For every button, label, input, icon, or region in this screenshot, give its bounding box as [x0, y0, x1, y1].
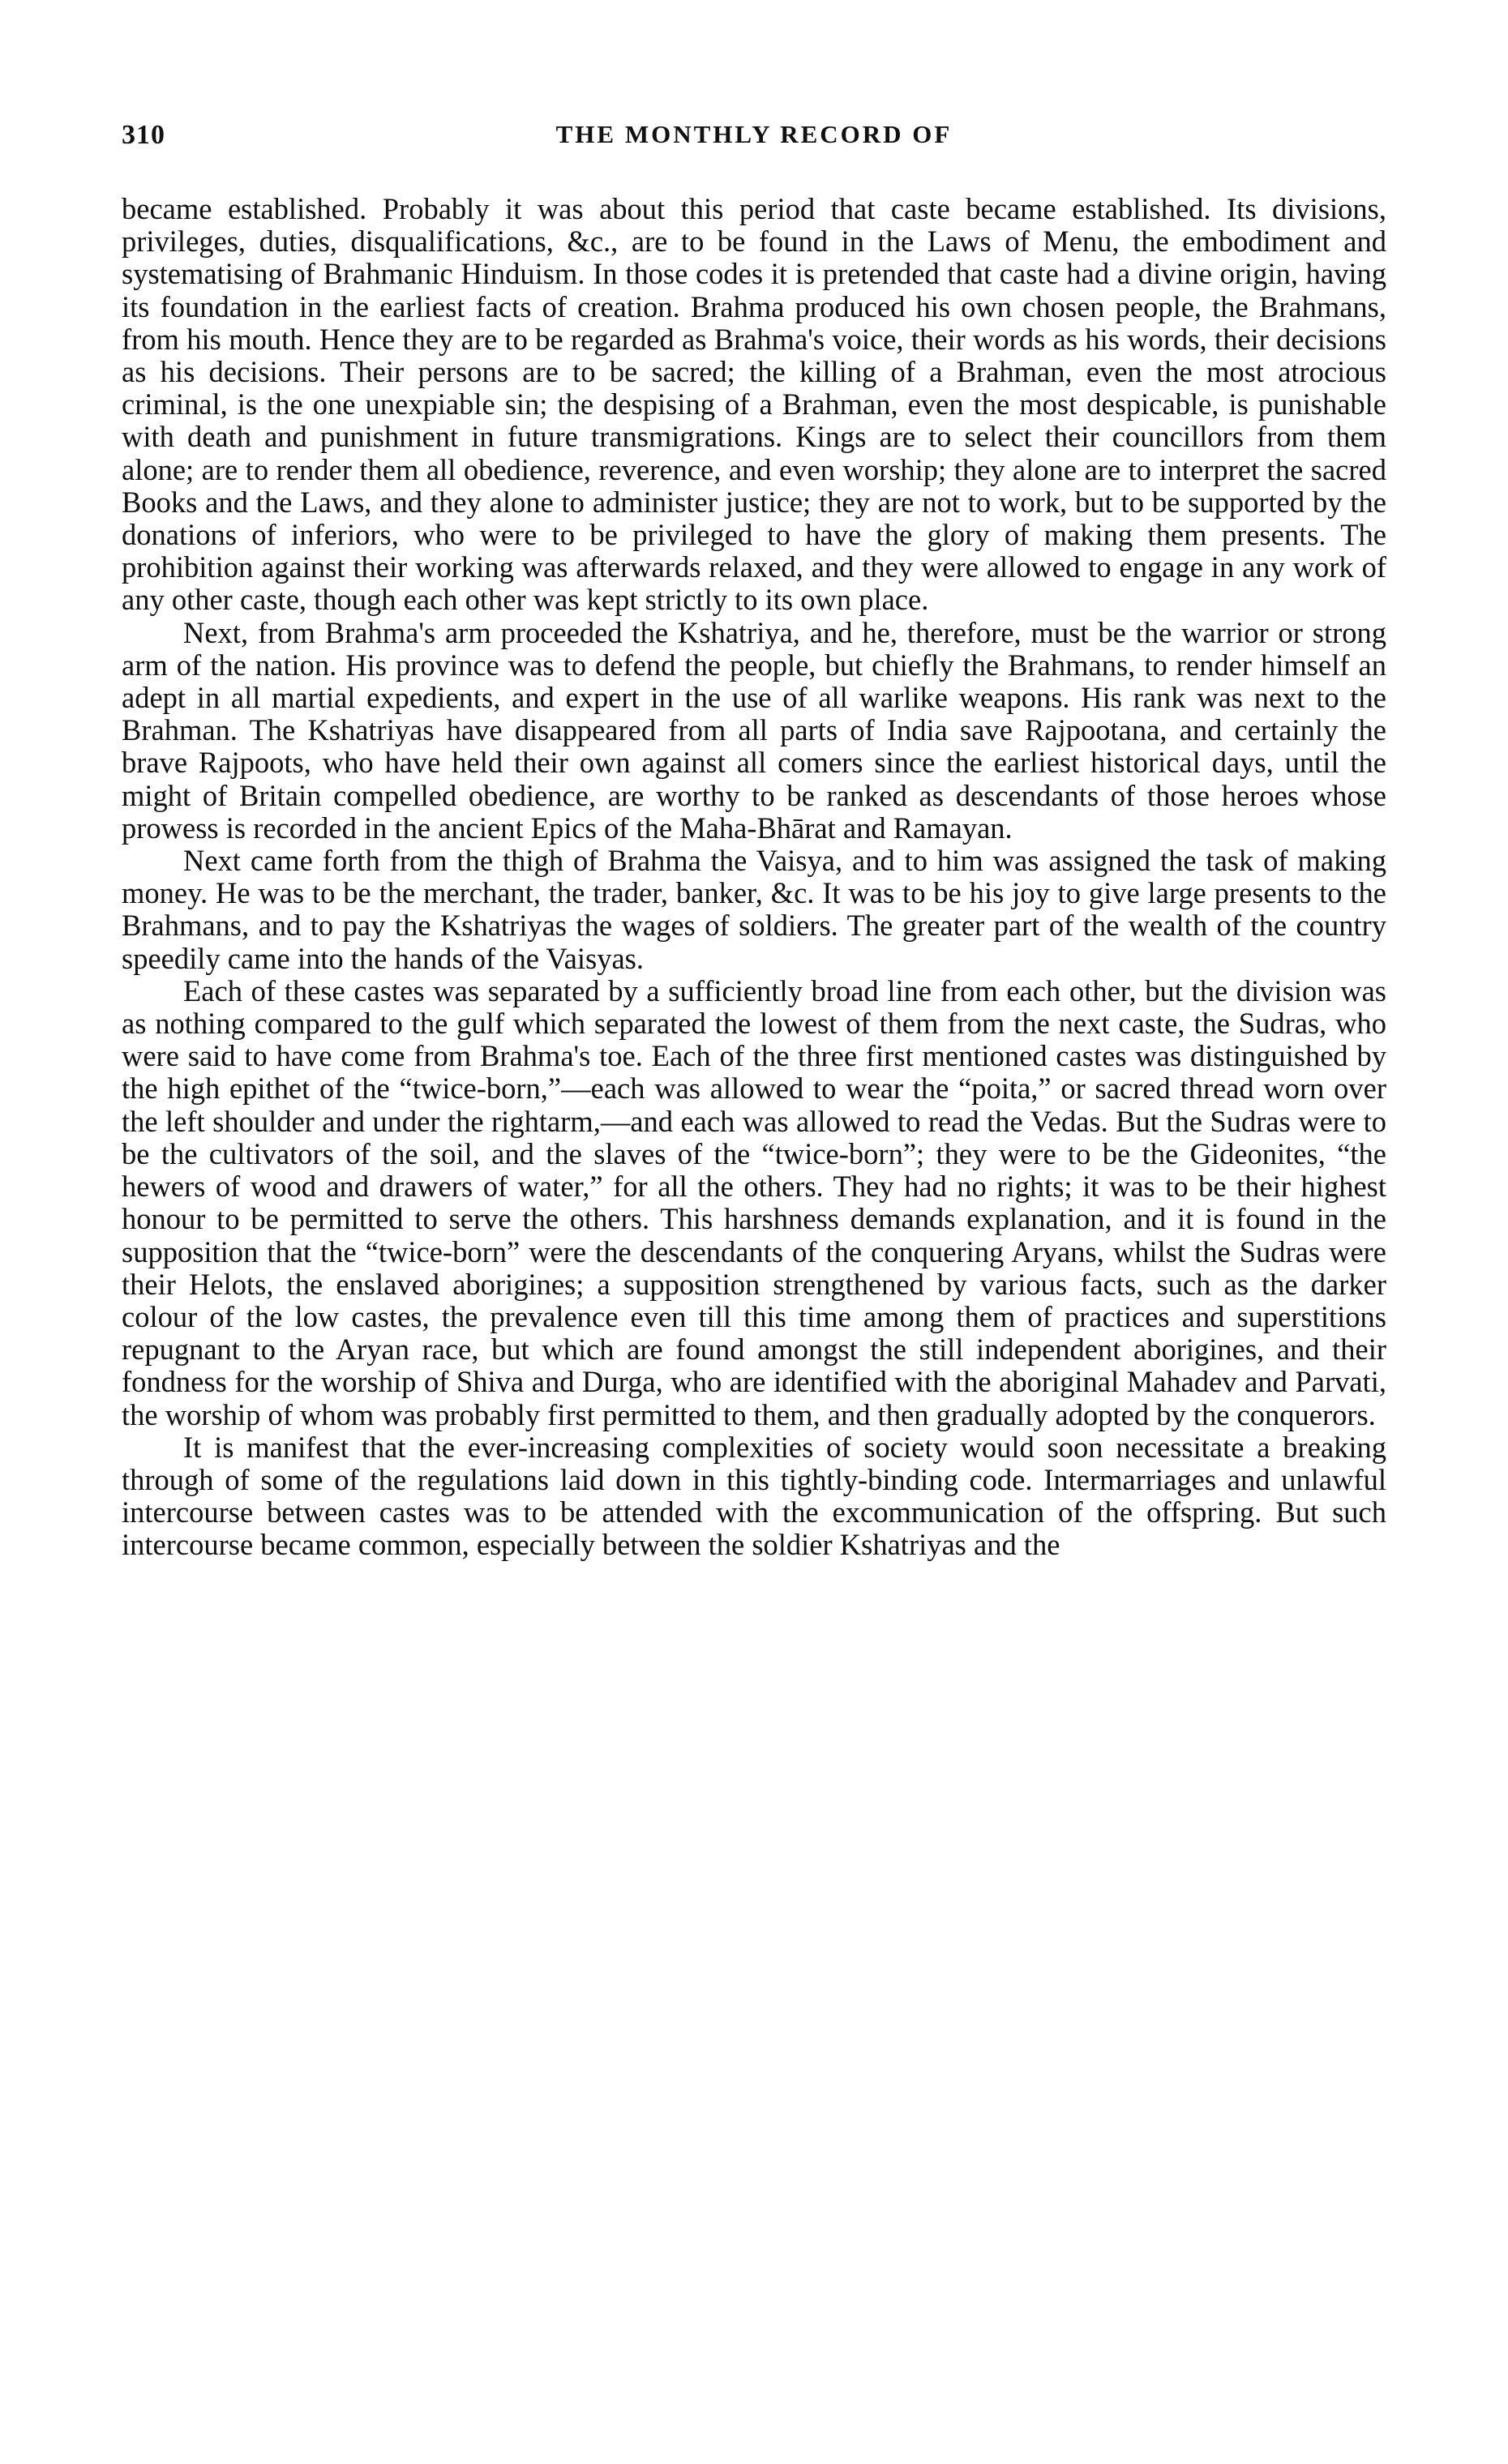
- paragraph-caste-established: became established. Probably it was about this period that caste became established. Its divisions, privileges, duties, disqualifications, &c., are to be found in the Laws of Menu, the embodiment and systematising of Brahmanic Hinduism. In those codes it is pretended that caste had a divine origin, having its foundation in the earliest facts of creation. Brahma produced his own chosen people, the Brahmans, from his mouth. Hence they are to be regarded as Brahma's voice, their words as his words, their decisions as his decisions. Their persons are to be sacred; the killing of a Brahman, even the most atrocious criminal, is the one unexpiable sin; the despising of a Brahman, even the most despicable, is punishable with death and punishment in future transmigrations. Kings are to select their councillors from them alone; are to render them all obedience, reverence, and even worship; they alone are to interpret the sacred Books and the Laws, and they alone to administer justice; they are not to work, but to be supported by the donations of inferiors, who were to be privileged to have the glory of making them presents. The prohibition against their working was afterwards relaxed, and they were allowed to engage in any work of any other caste, though each other was kept strictly to its own place.: [122, 192, 1386, 617]
- running-head: [122, 120, 1386, 152]
- paragraph-kshatriya: Next, from Brahma's arm proceeded the Kshatriya, and he, therefore, must be the warrior or strong arm of the nation. His province was to defend the people, but chiefly the Brahmans, to render himself an adept in all martial expedients, and expert in the use of all warlike weapons. His rank was next to the Brahman. The Kshatriyas have disappeared from all parts of India save Rajpootana, and certainly the brave Rajpoots, who have held their own against all comers since the earliest historical days, until the might of Britain compelled obedience, are worthy to be ranked as descendants of those heroes whose prowess is recorded in the ancient Epics of the Maha-Bhārat and Ramayan.: [122, 615, 1386, 845]
- paragraph-sudras: Each of these castes was separated by a sufficiently broad line from each other, but the division was as nothing compared to the gulf which separated the lowest of them from the next caste, the Sudras, who were said to have come from Brahma's toe. Each of the three first mentioned castes was distinguished by the high epithet of the “twice-born,”—each was allowed to wear the “poita,” or sacred thread worn over the left shoulder and under the rightarm,—and each was allowed to read the Vedas. But the Sudras were to be the cultivators of the soil, and the slaves of the “twice-born”; they were to be the Gideonites, “the hewers of wood and drawers of water,” for all the others. They had no rights; it was to be their highest honour to be permitted to serve the others. This harshness demands explanation, and it is found in the supposition that the “twice-born” were the descendants of the conquering Aryans, whilst the Sudras were their Helots, the enslaved aborigines; a supposition strengthened by various facts, such as the darker colour of the low castes, the prevalence even till this time among them of practices and superstitions repugnant to the Aryan race, but which are found amongst the still independent aborigines, and their fondness for the worship of Shiva and Durga, who are identified with the aboriginal Mahadev and Parvati, the worship of whom was probably first permitted to them, and then gradually adopted by the conquerors.: [122, 973, 1386, 1431]
- body-text: [122, 193, 1386, 1562]
- paragraph-intermarriages: It is manifest that the ever-increasing complexities of society would soon necessitate a breaking through of some of the regulations laid down in this tightly-binding code. Intermarriages and unlawful intercourse between castes was to be attended with the excommunication of the offspring. But such intercourse became common, especially between the soldier Kshatriyas and the: [122, 1430, 1386, 1562]
- journal-title: THE MONTHLY RECORD OF: [555, 120, 953, 148]
- paragraph-vaisya: Next came forth from the thigh of Brahma the Vaisya, and to him was assigned the task of making money. He was to be the merchant, the trader, banker, &c. It was to be his joy to give large presents to the Brahmans, and to pay the Kshatriyas the wages of soldiers. The greater part of the wealth of the country speedily came into the hands of the Vaisyas.: [122, 844, 1386, 975]
- page-number: 310: [122, 120, 165, 150]
